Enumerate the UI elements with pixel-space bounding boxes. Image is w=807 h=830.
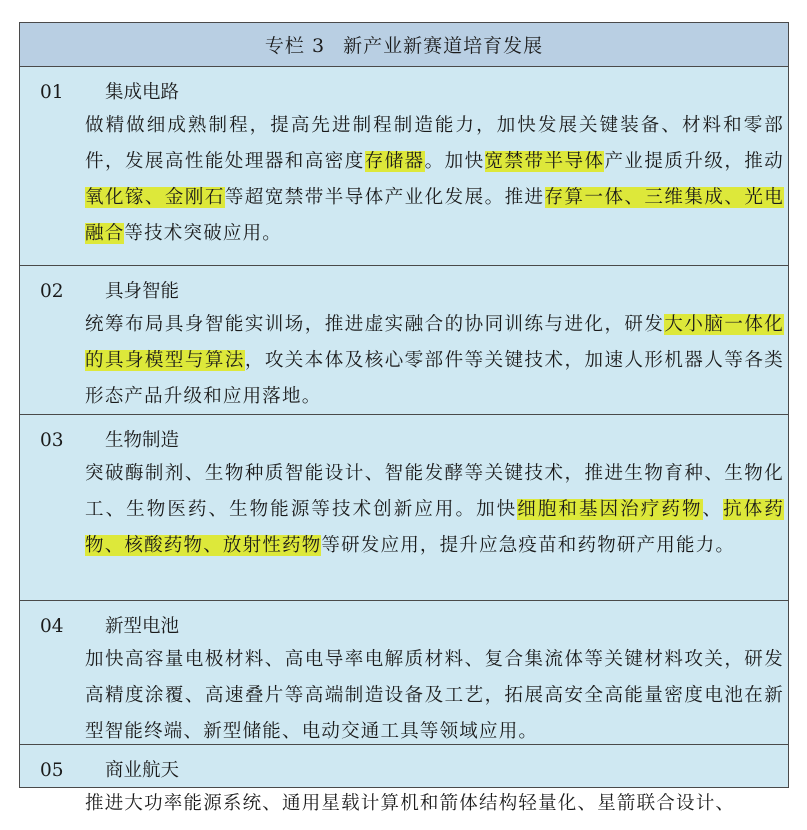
section-number: 04 <box>40 616 64 637</box>
column-title: 新产业新赛道培育发展 <box>343 35 544 57</box>
section-number: 05 <box>40 760 64 781</box>
body-text: 做精做细成熟制程，提高先进制程制造能力，加快发展关键装备、材料和零部件，发展高性能处理器和高密度 <box>85 115 784 172</box>
highlighted-text: 细胞和基因治疗药物 <box>517 499 703 520</box>
body-text: 等技术突破应用。 <box>124 223 283 244</box>
column-panel <box>19 22 789 814</box>
panel-header <box>20 23 788 67</box>
highlighted-text: 存储器 <box>364 151 425 172</box>
body-text: 突破酶制剂、生物种质智能设计、智能发酵等关键技术，推进生物育种、生物化工、生物医药、生物能源等技术创新应用。加快 <box>85 463 784 520</box>
section-title: 生物制造 <box>105 430 180 451</box>
section-new-batteries <box>20 601 788 745</box>
body-text: 推进大功率能源系统、通用星载计算机和箭体结构轻量化、星箭联合设计、 <box>85 793 736 814</box>
body-text: 。加快 <box>424 151 485 172</box>
section-number: 02 <box>40 281 64 302</box>
body-text: 产业提质升级，推动 <box>604 151 784 172</box>
body-text: 加快高容量电极材料、高电导率电解质材料、复合集流体等关键材料攻关，研发高精度涂覆、高速叠片等高端制造设备及工艺，拓展高安全高能量密度电池在新型智能终端、新型储能、电动交通工具等领域应用。 <box>85 649 784 742</box>
section-title: 新型电池 <box>105 616 180 637</box>
section-header <box>20 78 788 108</box>
section-number: 03 <box>40 430 64 451</box>
section-embodied-intelligence <box>20 266 788 415</box>
highlighted-text: 存算一体、三维集成、光电融合 <box>85 187 785 244</box>
section-title: 商业航天 <box>105 760 180 781</box>
section-body <box>20 307 788 423</box>
section-header <box>20 426 788 456</box>
section-body <box>20 786 788 830</box>
section-bio-manufacturing <box>20 415 788 601</box>
column-number: 专栏 3 <box>264 35 326 57</box>
section-header <box>20 277 788 307</box>
body-text: 统筹布局具身智能实训场，推进虚实融合的协同训练与进化，研发 <box>85 314 665 335</box>
section-integrated-circuits <box>20 67 788 266</box>
section-title: 具身智能 <box>105 281 180 302</box>
section-header <box>20 756 788 786</box>
body-text: ，攻关本体及核心零部件等关键技术，加速人形机器人等各类形态产品升级和应用落地。 <box>85 350 784 407</box>
section-body <box>20 642 788 758</box>
body-text: 等超宽禁带半导体产业化发展。推进 <box>224 187 545 208</box>
body-text: 、 <box>702 499 724 520</box>
body-text: 等研发应用，提升应急疫苗和药物研产用能力。 <box>321 535 736 556</box>
section-body <box>20 456 788 572</box>
highlighted-text: 氧化镓、金刚石 <box>85 187 225 208</box>
highlighted-text: 大小脑一体化的具身模型与算法 <box>85 314 785 371</box>
section-body <box>20 108 788 260</box>
section-header <box>20 612 788 642</box>
highlighted-text: 宽禁带半导体 <box>484 151 605 172</box>
section-number: 01 <box>40 82 64 103</box>
section-title: 集成电路 <box>105 82 180 103</box>
highlighted-text: 抗体药物、核酸药物、放射性药物 <box>85 499 784 556</box>
section-commercial-aerospace <box>20 745 788 830</box>
